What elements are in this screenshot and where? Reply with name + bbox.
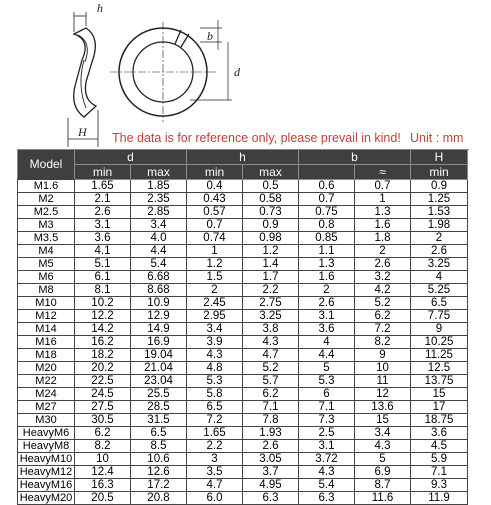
model-cell: M3 — [18, 219, 75, 232]
table-row — [18, 245, 468, 258]
value-cell: 24.5 — [75, 388, 131, 401]
value-cell: 2.6 — [411, 245, 468, 258]
value-cell: 0.74 — [187, 232, 243, 245]
value-cell: 30.5 — [75, 414, 131, 427]
value-cell: 18.2 — [75, 349, 131, 362]
value-cell: 9 — [411, 323, 468, 336]
value-cell: 1.3 — [355, 206, 411, 219]
value-cell: 2.45 — [187, 297, 243, 310]
value-cell: 9 — [355, 349, 411, 362]
sub-header: min — [75, 165, 131, 180]
model-cell: M12 — [18, 310, 75, 323]
value-cell: 8.68 — [131, 284, 187, 297]
value-cell: 3.05 — [243, 453, 299, 466]
washer-drawing — [0, 0, 482, 145]
value-cell: 7.2 — [355, 323, 411, 336]
model-cell: M2.5 — [18, 206, 75, 219]
sub-header — [299, 165, 355, 180]
value-cell: 28.5 — [131, 401, 187, 414]
header-h: h — [187, 150, 299, 165]
value-cell: 3.1 — [75, 219, 131, 232]
value-cell: 4 — [299, 336, 355, 349]
value-cell: 1.1 — [299, 245, 355, 258]
value-cell: 2 — [355, 245, 411, 258]
model-cell: HeavyM10 — [18, 453, 75, 466]
header-H: H — [411, 150, 468, 165]
value-cell: 3.9 — [187, 336, 243, 349]
value-cell: 10.9 — [131, 297, 187, 310]
value-cell: 1.5 — [187, 271, 243, 284]
model-cell: M30 — [18, 414, 75, 427]
table-row — [18, 310, 468, 323]
value-cell: 5.9 — [411, 453, 468, 466]
model-cell: HeavyM20 — [18, 492, 75, 505]
model-cell: M14 — [18, 323, 75, 336]
value-cell: 0.7 — [299, 193, 355, 206]
value-cell: 0.4 — [187, 180, 243, 193]
value-cell: 4.8 — [187, 362, 243, 375]
value-cell: 3.1 — [299, 310, 355, 323]
table-row — [18, 206, 468, 219]
value-cell: 6.3 — [243, 492, 299, 505]
value-cell: 1.93 — [243, 427, 299, 440]
value-cell: 3.1 — [299, 440, 355, 453]
value-cell: 2 — [299, 284, 355, 297]
value-cell: 3.25 — [411, 258, 468, 271]
value-cell: 3.2 — [355, 271, 411, 284]
table-row — [18, 271, 468, 284]
value-cell: 15 — [411, 388, 468, 401]
table-row — [18, 466, 468, 479]
table-row — [18, 232, 468, 245]
table-row — [18, 479, 468, 492]
table-row — [18, 388, 468, 401]
value-cell: 8.2 — [75, 440, 131, 453]
value-cell: 10.6 — [131, 453, 187, 466]
value-cell: 4.3 — [243, 336, 299, 349]
value-cell: 8.5 — [131, 440, 187, 453]
value-cell: 6.2 — [75, 427, 131, 440]
value-cell: 1.4 — [243, 258, 299, 271]
value-cell: 6.5 — [131, 427, 187, 440]
value-cell: 6.1 — [75, 271, 131, 284]
value-cell: 0.57 — [187, 206, 243, 219]
table-row — [18, 297, 468, 310]
value-cell: 4.2 — [355, 284, 411, 297]
model-cell: HeavyM6 — [18, 427, 75, 440]
value-cell: 7.1 — [411, 466, 468, 479]
value-cell: 1.8 — [355, 232, 411, 245]
dim-label-b: b — [207, 29, 213, 43]
value-cell: 0.8 — [299, 219, 355, 232]
value-cell: 3.4 — [131, 219, 187, 232]
model-cell: HeavyM16 — [18, 479, 75, 492]
dim-label-d: d — [234, 65, 240, 79]
value-cell: 7.3 — [299, 414, 355, 427]
model-cell: HeavyM8 — [18, 440, 75, 453]
value-cell: 31.5 — [131, 414, 187, 427]
value-cell: 5.8 — [187, 388, 243, 401]
sub-header: max — [131, 165, 187, 180]
value-cell: 1.65 — [187, 427, 243, 440]
model-cell: M5 — [18, 258, 75, 271]
value-cell: 11.9 — [411, 492, 468, 505]
value-cell: 2.6 — [243, 440, 299, 453]
sub-header: ≈ — [355, 165, 411, 180]
value-cell: 9.3 — [411, 479, 468, 492]
value-cell: 1.25 — [411, 193, 468, 206]
value-cell: 15 — [355, 414, 411, 427]
value-cell: 3.8 — [243, 323, 299, 336]
model-cell: M6 — [18, 271, 75, 284]
value-cell: 22.5 — [75, 375, 131, 388]
value-cell: 25.5 — [131, 388, 187, 401]
value-cell: 16.3 — [75, 479, 131, 492]
value-cell: 27.5 — [75, 401, 131, 414]
value-cell: 17 — [411, 401, 468, 414]
value-cell: 4.3 — [299, 466, 355, 479]
value-cell: 4.0 — [131, 232, 187, 245]
value-cell: 1.2 — [187, 258, 243, 271]
value-cell: 13.75 — [411, 375, 468, 388]
table-row — [18, 427, 468, 440]
value-cell: 5.25 — [411, 284, 468, 297]
value-cell: 8.1 — [75, 284, 131, 297]
value-cell: 5.4 — [299, 479, 355, 492]
value-cell: 6.2 — [243, 388, 299, 401]
value-cell: 0.85 — [299, 232, 355, 245]
header-row-sub: min max min max ≈ min max — [18, 165, 468, 180]
value-cell: 7.1 — [299, 401, 355, 414]
table-row — [18, 258, 468, 271]
value-cell: 2.2 — [187, 440, 243, 453]
value-cell: 3 — [187, 453, 243, 466]
value-cell: 8.7 — [355, 479, 411, 492]
value-cell: 3.6 — [299, 323, 355, 336]
value-cell: 5.3 — [187, 375, 243, 388]
value-cell: 17.2 — [131, 479, 187, 492]
value-cell: 5 — [355, 453, 411, 466]
table-row — [18, 180, 468, 193]
value-cell: 4.4 — [131, 245, 187, 258]
model-header: Model — [18, 150, 75, 180]
value-cell: 0.58 — [243, 193, 299, 206]
value-cell: 2 — [411, 232, 468, 245]
sub-header: max — [243, 165, 299, 180]
value-cell: 0.43 — [187, 193, 243, 206]
value-cell: 5.2 — [243, 362, 299, 375]
value-cell: 1 — [187, 245, 243, 258]
value-cell: 14.9 — [131, 323, 187, 336]
value-cell: 5.7 — [243, 375, 299, 388]
value-cell: 3.25 — [243, 310, 299, 323]
value-cell: 2.5 — [299, 427, 355, 440]
value-cell: 3.7 — [243, 466, 299, 479]
value-cell: 8.2 — [355, 336, 411, 349]
value-cell: 11.25 — [411, 349, 468, 362]
value-cell: 4.4 — [299, 349, 355, 362]
value-cell: 6.2 — [355, 310, 411, 323]
spec-table-body — [18, 180, 468, 505]
value-cell: 18.75 — [411, 414, 468, 427]
reference-note: The data is for reference only, please prevail in kind! — [112, 131, 401, 145]
value-cell: 1.7 — [243, 271, 299, 284]
value-cell: 2.6 — [355, 258, 411, 271]
value-cell: 1.6 — [355, 219, 411, 232]
value-cell: 10 — [355, 362, 411, 375]
value-cell: 5.4 — [131, 258, 187, 271]
table-row — [18, 453, 468, 466]
value-cell: 5.3 — [299, 375, 355, 388]
value-cell: 3.4 — [355, 427, 411, 440]
value-cell: 20.2 — [75, 362, 131, 375]
value-cell: 6.0 — [187, 492, 243, 505]
value-cell: 21.04 — [131, 362, 187, 375]
value-cell: 0.6 — [299, 180, 355, 193]
value-cell: 16.2 — [75, 336, 131, 349]
value-cell: 11 — [355, 375, 411, 388]
model-cell: M24 — [18, 388, 75, 401]
value-cell: 0.9 — [243, 219, 299, 232]
value-cell: 1.2 — [243, 245, 299, 258]
value-cell: 3.6 — [75, 232, 131, 245]
value-cell: 0.9 — [411, 180, 468, 193]
model-cell: M3.5 — [18, 232, 75, 245]
value-cell: 0.7 — [355, 180, 411, 193]
value-cell: 4.7 — [243, 349, 299, 362]
value-cell: 4.3 — [355, 440, 411, 453]
table-row — [18, 362, 468, 375]
value-cell: 0.73 — [243, 206, 299, 219]
value-cell: 0.98 — [243, 232, 299, 245]
table-row — [18, 401, 468, 414]
value-cell: 6.68 — [131, 271, 187, 284]
value-cell: 12 — [355, 388, 411, 401]
value-cell: 2.6 — [75, 206, 131, 219]
header-row-groups — [18, 150, 468, 165]
sub-header: min — [187, 165, 243, 180]
table-row — [18, 349, 468, 362]
model-cell: M4 — [18, 245, 75, 258]
value-cell: 20.8 — [131, 492, 187, 505]
model-cell: M1.6 — [18, 180, 75, 193]
value-cell: 10.25 — [411, 336, 468, 349]
value-cell: 0.75 — [299, 206, 355, 219]
dim-label-H: H — [78, 125, 87, 139]
model-cell: M8 — [18, 284, 75, 297]
value-cell: 2.35 — [131, 193, 187, 206]
value-cell: 13.6 — [355, 401, 411, 414]
table-row — [18, 284, 468, 297]
value-cell: 1.85 — [131, 180, 187, 193]
value-cell: 12.2 — [75, 310, 131, 323]
header-d: d — [75, 150, 187, 165]
value-cell: 3.4 — [187, 323, 243, 336]
table-row — [18, 323, 468, 336]
value-cell: 7.75 — [411, 310, 468, 323]
model-cell: HeavyM12 — [18, 466, 75, 479]
value-cell: 6 — [299, 388, 355, 401]
model-cell: M27 — [18, 401, 75, 414]
value-cell: 12.5 — [411, 362, 468, 375]
value-cell: 5 — [299, 362, 355, 375]
table-row — [18, 414, 468, 427]
value-cell: 4 — [411, 271, 468, 284]
table-row — [18, 375, 468, 388]
value-cell: 2.6 — [299, 297, 355, 310]
value-cell: 1.53 — [411, 206, 468, 219]
value-cell: 7.8 — [243, 414, 299, 427]
model-cell: M16 — [18, 336, 75, 349]
value-cell: 3.5 — [187, 466, 243, 479]
value-cell: 6.3 — [299, 492, 355, 505]
value-cell: 3.6 — [411, 427, 468, 440]
value-cell: 6.9 — [355, 466, 411, 479]
value-cell: 4.7 — [187, 479, 243, 492]
value-cell: 0.7 — [187, 219, 243, 232]
value-cell: 20.5 — [75, 492, 131, 505]
value-cell: 12.9 — [131, 310, 187, 323]
table-row — [18, 193, 468, 206]
table-row — [18, 492, 468, 505]
model-cell: M20 — [18, 362, 75, 375]
model-cell: M18 — [18, 349, 75, 362]
value-cell: 2.75 — [243, 297, 299, 310]
value-cell: 5.2 — [355, 297, 411, 310]
table-row — [18, 219, 468, 232]
value-cell: 2.85 — [131, 206, 187, 219]
value-cell: 1.3 — [299, 258, 355, 271]
value-cell: 10 — [75, 453, 131, 466]
value-cell: 12.4 — [75, 466, 131, 479]
value-cell: 3.72 — [299, 453, 355, 466]
value-cell: 1.65 — [75, 180, 131, 193]
table-row — [18, 440, 468, 453]
value-cell: 14.2 — [75, 323, 131, 336]
value-cell: 2.1 — [75, 193, 131, 206]
value-cell: 6.5 — [187, 401, 243, 414]
value-cell: 5.1 — [75, 258, 131, 271]
value-cell: 1.98 — [411, 219, 468, 232]
value-cell: 23.04 — [131, 375, 187, 388]
value-cell: 0.5 — [243, 180, 299, 193]
value-cell: 16.9 — [131, 336, 187, 349]
value-cell: 2.95 — [187, 310, 243, 323]
value-cell: 12.6 — [131, 466, 187, 479]
header-b: b — [299, 150, 411, 165]
value-cell: 2 — [187, 284, 243, 297]
model-cell: M10 — [18, 297, 75, 310]
value-cell: 6.5 — [411, 297, 468, 310]
sub-header: min — [411, 165, 468, 180]
value-cell: 4.5 — [411, 440, 468, 453]
value-cell: 2.2 — [243, 284, 299, 297]
spec-table — [17, 149, 491, 505]
model-cell: M2 — [18, 193, 75, 206]
value-cell: 11.6 — [355, 492, 411, 505]
value-cell: 4.95 — [243, 479, 299, 492]
value-cell: 19.04 — [131, 349, 187, 362]
value-cell: 4.1 — [75, 245, 131, 258]
model-cell: M22 — [18, 375, 75, 388]
value-cell: 4.3 — [187, 349, 243, 362]
value-cell: 1 — [355, 193, 411, 206]
value-cell: 1.6 — [299, 271, 355, 284]
value-cell: 10.2 — [75, 297, 131, 310]
dim-label-h: h — [97, 1, 103, 15]
value-cell: 7.1 — [243, 401, 299, 414]
value-cell: 7.2 — [187, 414, 243, 427]
unit-label: Unit : mm — [410, 131, 464, 145]
table-row — [18, 336, 468, 349]
